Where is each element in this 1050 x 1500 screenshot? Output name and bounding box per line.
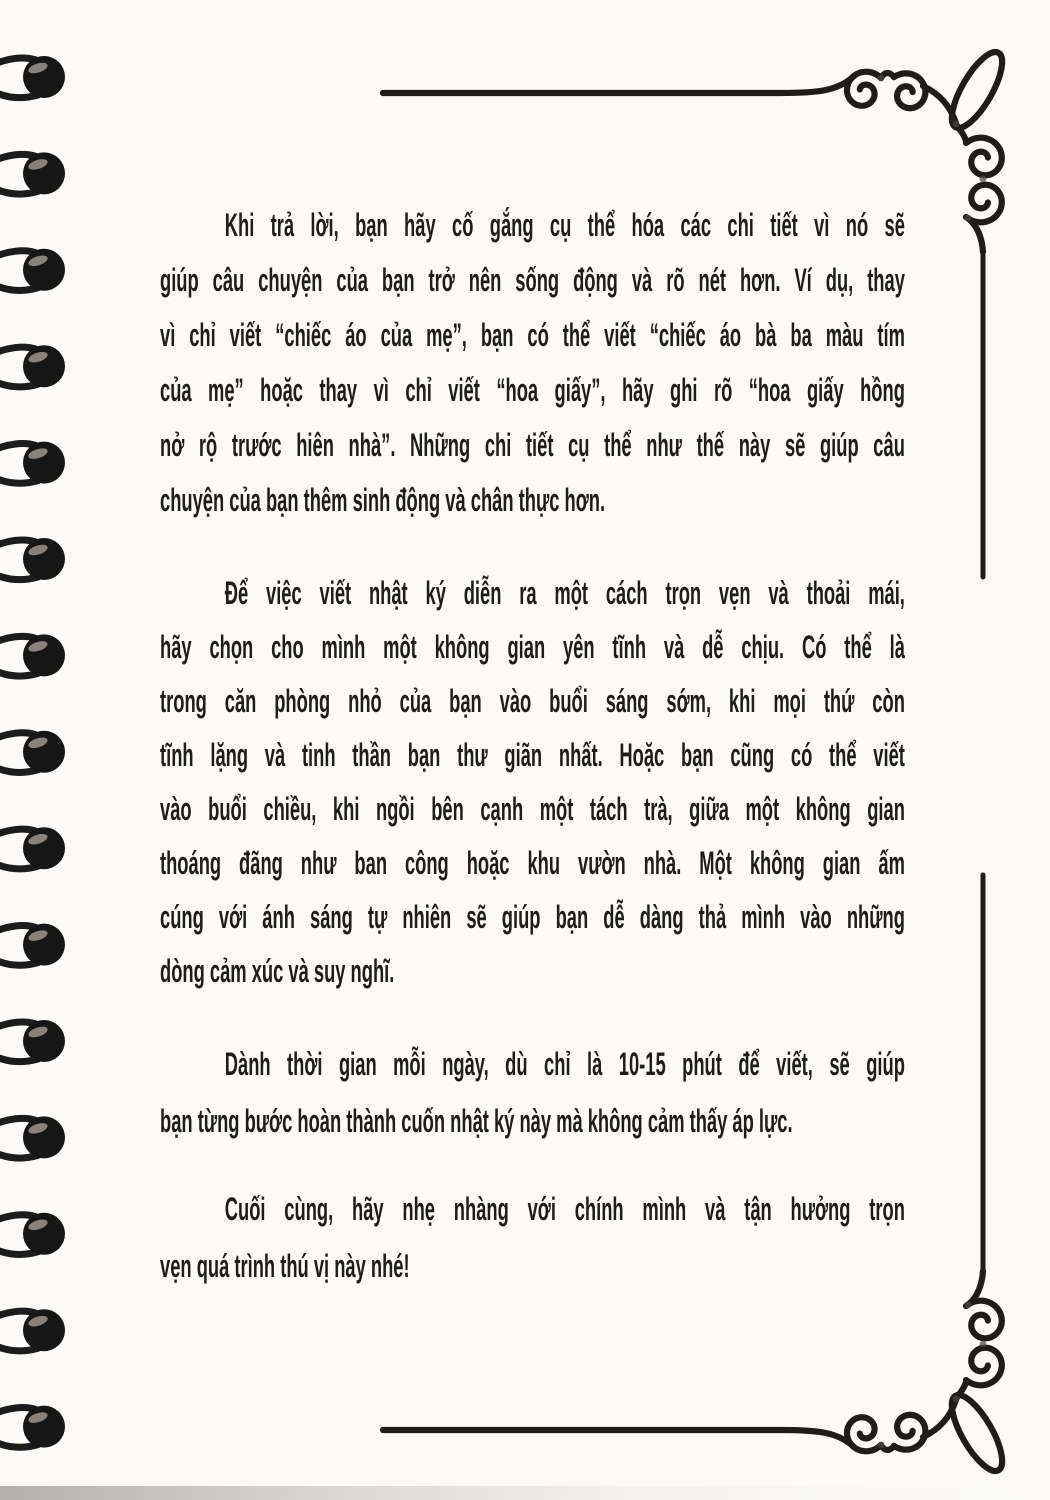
binding-ring: [0, 827, 65, 869]
leaf-loop: [943, 1388, 1012, 1477]
spiral-binding: [0, 56, 65, 1448]
text-line: trong căn phòng nhỏ của bạn vào buổi sáng sớm, khi mọi thứ còn: [160, 683, 905, 719]
text-line: cúng với ánh sáng tự nhiên sẽ giúp bạn dễ dàng thả mình vào những: [160, 899, 905, 935]
text-line: của mẹ” hoặc thay vì chỉ viết “hoa giấy”, hãy ghi rõ “hoa giấy hồng: [160, 372, 905, 408]
page-bottom-edge: [0, 1486, 1050, 1500]
text-line: vào buổi chiều, khi ngồi bên cạnh một tách trà, giữa một không gian: [160, 791, 905, 827]
text-line: Để việc viết nhật ký diễn ra một cách trọn vẹn và thoải mái,: [224, 575, 905, 611]
binding-ring: [0, 442, 65, 484]
binding-ring: [0, 1116, 65, 1158]
paragraph: [160, 1181, 905, 1295]
page-text: [160, 0, 905, 1500]
binding-ring: [0, 634, 65, 676]
binding-ring: [0, 1406, 65, 1448]
binding-ring: [0, 1020, 65, 1062]
binding-ring: [0, 249, 65, 291]
text-line: thoáng đãng như ban công hoặc khu vườn nhà. Một không gian ấm: [160, 845, 905, 881]
text-line: dòng cảm xúc và suy nghĩ.: [160, 953, 395, 989]
text-line: Cuối cùng, hãy nhẹ nhàng với chính mình và tận hưởng trọn: [224, 1191, 905, 1227]
binding-ring: [0, 538, 65, 580]
binding-ring: [0, 731, 65, 773]
binding-ring: [0, 924, 65, 966]
text-line: chuyện của bạn thêm sinh động và chân thực hơn.: [160, 482, 606, 518]
text-line: bạn từng bước hoàn thành cuốn nhật ký này mà không cảm thấy áp lực.: [160, 1103, 793, 1139]
binding-ring: [0, 1309, 65, 1351]
binding-ring: [0, 152, 65, 194]
paragraph: [160, 198, 905, 528]
binding-ring: [0, 1213, 65, 1255]
paragraph: [160, 566, 905, 998]
paragraph: [160, 1036, 905, 1150]
binding-ring: [0, 56, 65, 98]
binding-ring: [0, 345, 65, 387]
text-line: tĩnh lặng và tinh thần bạn thư giãn nhất. Hoặc bạn cũng có thể viết: [160, 737, 905, 773]
text-line: Dành thời gian mỗi ngày, dù chỉ là 10-15 phút để viết, sẽ giúp: [224, 1046, 905, 1082]
text-line: vì chỉ viết “chiếc áo của mẹ”, bạn có thể viết “chiếc áo bà ba màu tím: [160, 317, 905, 353]
text-line: hãy chọn cho mình một không gian yên tĩnh và dễ chịu. Có thể là: [160, 629, 905, 665]
leaf-loop: [943, 45, 1012, 134]
text-line: nở rộ trước hiên nhà”. Những chi tiết cụ thể như thế này sẽ giúp câu: [160, 427, 905, 463]
text-line: giúp câu chuyện của bạn trở nên sống động và rõ nét hơn. Ví dụ, thay: [160, 262, 905, 298]
text-line: Khi trả lời, bạn hãy cố gắng cụ thể hóa các chi tiết vì nó sẽ: [224, 207, 905, 243]
text-line: vẹn quá trình thú vị này nhé!: [160, 1248, 410, 1284]
